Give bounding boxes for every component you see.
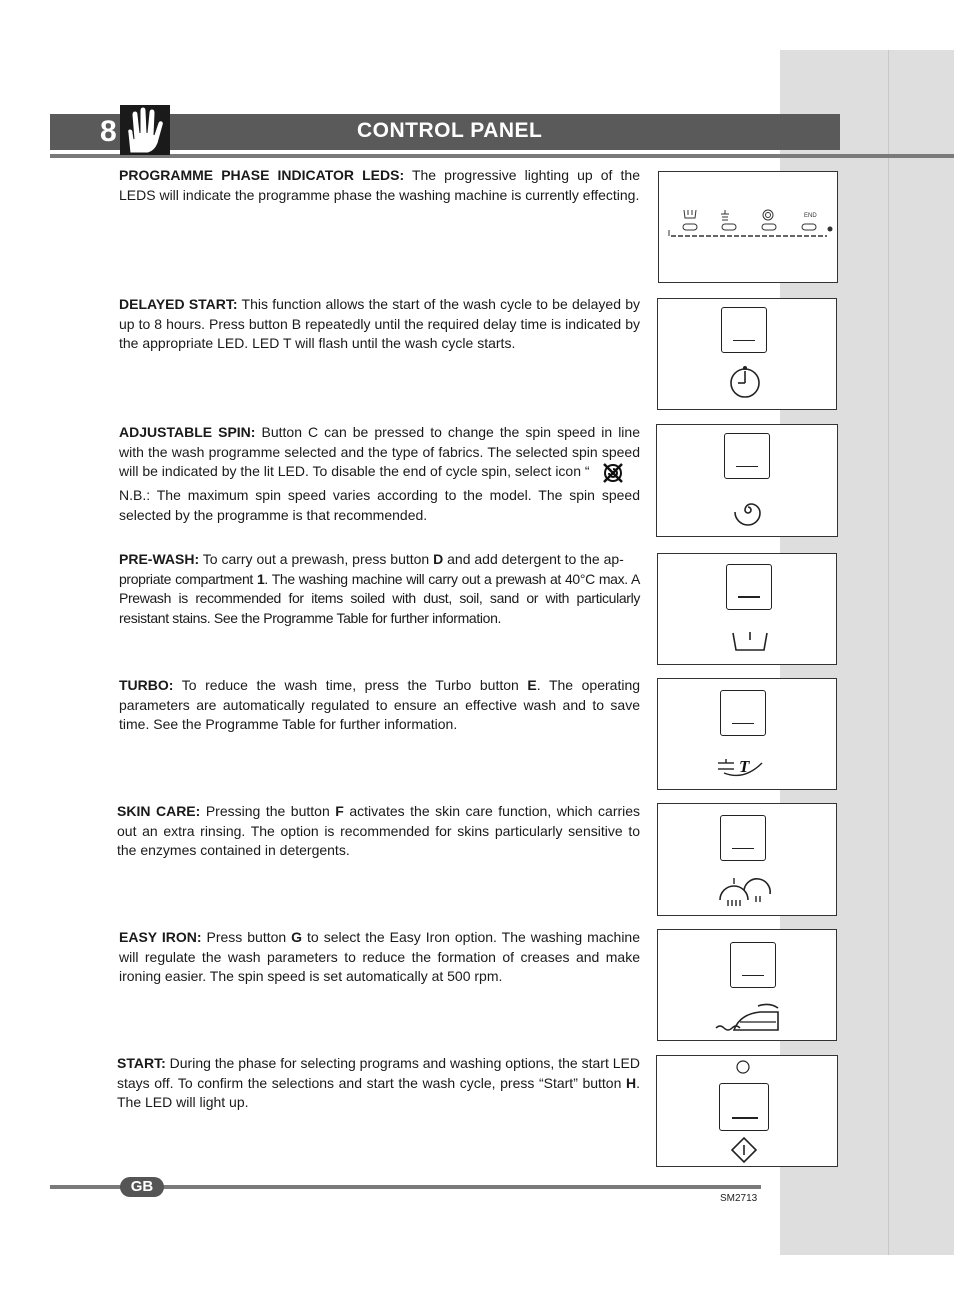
- svg-text:T: T: [739, 757, 750, 776]
- adjustable-spin-note: N.B.: The maximum spin speed varies according to the model. The spin speed selected by the programme is that recommended.: [119, 487, 640, 523]
- spin-spiral-icon: [731, 493, 765, 527]
- easy-iron-button-g[interactable]: [730, 942, 776, 988]
- side-strip-divider: [888, 50, 889, 1255]
- turbo-key-e: E: [527, 677, 537, 693]
- skin-care-key-f: F: [335, 803, 344, 819]
- turbo-text-2: . The operating parameters are automatically regulated to ensure an effective wash and to save time. See the Programme Table for further information.: [119, 677, 641, 733]
- language-badge: GB: [120, 1177, 164, 1197]
- skin-care-text-1: Pressing the button: [205, 803, 330, 819]
- skin-care-button-f[interactable]: [720, 815, 766, 861]
- skin-care-figure: [657, 803, 837, 916]
- adjustable-spin-label: ADJUSTABLE SPIN:: [119, 424, 256, 440]
- start-paragraph: [117, 1054, 640, 1113]
- delayed-start-figure: [657, 298, 837, 410]
- start-label: START:: [117, 1055, 166, 1071]
- button-marker: [738, 596, 760, 598]
- prewash-key-d: D: [433, 551, 444, 567]
- delayed-start-paragraph: [119, 295, 640, 354]
- skin-care-paragraph: [117, 802, 640, 861]
- prewash-key-1: 1: [256, 570, 265, 587]
- header-underline: [50, 154, 954, 158]
- led-rinse: [722, 224, 736, 230]
- easy-iron-text-2: to select the Easy Iron option. The washing machine will regulate the wash parameters to reduce the formation of creases and make ironing easier. The spin speed is set automatically at 500 rpm.: [119, 929, 641, 985]
- phase-leds-diagram: [659, 172, 839, 282]
- phase-leds-paragraph: [119, 166, 640, 205]
- page-title: CONTROL PANEL: [357, 119, 543, 142]
- led-end: [802, 224, 816, 230]
- button-marker: [732, 1117, 758, 1119]
- easy-iron-figure: [657, 929, 837, 1041]
- easy-iron-key-g: G: [291, 929, 303, 945]
- hand-icon: [118, 103, 172, 157]
- skin-care-text-2: activates the skin care function, which carries out an extra rinsing. The option is recommended for skins particularly sensitive to the enzymes contained in detergents.: [117, 803, 641, 859]
- delay-clock-icon: [728, 365, 762, 399]
- prewash-text-1: To carry out a prewash, press button: [202, 551, 430, 567]
- phase-leds-text: The progressive lighting up of the LEDS will indicate the programme phase the washing machine is currently effecting.: [119, 167, 640, 203]
- end-dot: [828, 227, 833, 232]
- document-code: SM2713: [720, 1193, 758, 1204]
- prewash-phase-icon: [684, 210, 696, 218]
- easy-iron-paragraph: [119, 928, 640, 987]
- turbo-paragraph: [119, 676, 640, 735]
- prewash-button-d[interactable]: [726, 564, 772, 610]
- skin-care-icon: [716, 874, 780, 908]
- delayed-start-label: DELAYED START:: [119, 296, 238, 312]
- iron-icon: [714, 1000, 784, 1036]
- button-marker: [736, 466, 758, 467]
- prewash-paragraph: [119, 550, 640, 628]
- delay-button-b[interactable]: [721, 307, 767, 353]
- turbo-icon: [714, 753, 774, 783]
- phase-leds-label: PROGRAMME PHASE INDICATOR LEDS:: [119, 167, 405, 183]
- led-spin: [762, 224, 776, 230]
- no-spin-icon: [600, 460, 626, 486]
- skin-care-label: SKIN CARE:: [117, 803, 201, 819]
- prewash-figure: [657, 553, 837, 665]
- turbo-figure: [657, 678, 837, 790]
- button-marker: [742, 975, 764, 976]
- adjustable-spin-text: Button C can be pressed to change the spin speed in line with the wash programme selected and the type of fabrics. The selected spin speed will be indicated by the lit LED. To disable the end of cycle spin, select icon “: [119, 424, 640, 480]
- easy-iron-label: EASY IRON:: [119, 929, 202, 945]
- turbo-label: TURBO:: [119, 677, 174, 693]
- phase-leds-figure: [658, 171, 838, 283]
- spin-phase-icon: [763, 210, 773, 220]
- start-figure: [656, 1055, 838, 1167]
- adjustable-spin-paragraph: [119, 423, 640, 482]
- button-marker: [733, 340, 755, 341]
- button-marker: [732, 723, 754, 724]
- turbo-text-1: To reduce the wash time, press the Turbo button: [181, 677, 519, 693]
- end-label: END: [804, 213, 817, 219]
- start-button-h[interactable]: [719, 1083, 769, 1131]
- prewash-text-3: propriate compartment: [119, 570, 253, 587]
- button-marker: [732, 848, 754, 849]
- prewash-text-4: . The washing machine will carry out a prewash at 40°C max. A Prewash is recommended for items soiled with dust, soil, sand or with particularly resistant stains. See the Programme Table for further information.: [119, 570, 640, 626]
- start-key-h: H: [626, 1074, 637, 1091]
- start-led-icon: [735, 1059, 751, 1075]
- spin-button-c[interactable]: [724, 433, 770, 479]
- led-prewash: [683, 224, 697, 230]
- adjustable-spin-figure: [656, 424, 838, 537]
- page-number: 8: [100, 115, 116, 148]
- prewash-label: PRE-WASH:: [119, 551, 200, 567]
- prewash-tub-icon: [730, 630, 770, 654]
- delayed-start-text: This function allows the start of the wash cycle to be delayed by up to 8 hours. Press button B repeatedly until the required delay time is indicated by the appropriate LED. LED T will flash until the wash cycle starts.: [119, 296, 640, 352]
- start-text-2: . The LED will light up.: [117, 1074, 641, 1111]
- easy-iron-text-1: Press button: [206, 929, 287, 945]
- turbo-button-e[interactable]: [720, 690, 766, 736]
- rinse-phase-icon: [721, 210, 729, 221]
- start-text-1: During the phase for selecting programs and washing options, the start LED stays off. To confirm the selections and start the wash cycle, press “Start” button: [117, 1055, 640, 1091]
- prewash-text-3-wrap: [119, 571, 640, 626]
- start-diamond-icon: [730, 1136, 758, 1164]
- prewash-text-2: and add detergent to the ap-: [447, 551, 624, 567]
